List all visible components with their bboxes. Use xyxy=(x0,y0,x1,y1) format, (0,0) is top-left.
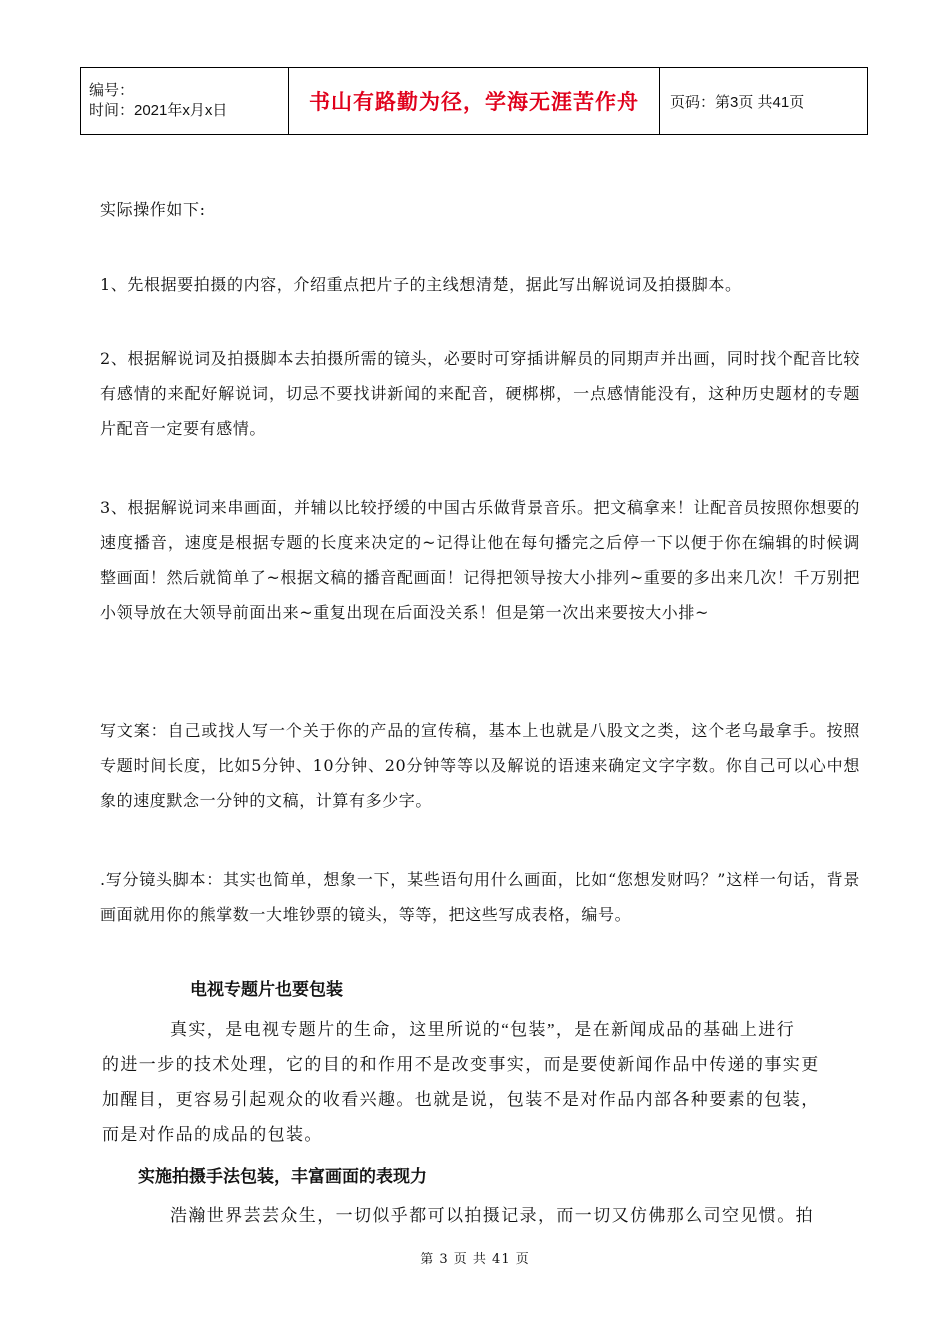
date-label: 时间：2021年x月x日 xyxy=(89,102,228,119)
step1-paragraph: 1、先根据要拍摄的内容，介绍重点把片子的主线想清楚，据此写出解说词及拍摄脚本。 xyxy=(100,275,742,294)
copywriting-paragraph: 写文案：自己或找人写一个关于你的产品的宣传稿，基本上也就是八股文之类，这个老乌最拿手。按照专题时间长度，比如5分钟、10分钟、20分钟等等以及解说的语速来确定文字字数。你自己可以心中想象的速度默念一分钟的文稿，计算有多少字。 xyxy=(100,721,860,810)
header-meta-cell xyxy=(81,68,289,135)
last-line: 浩瀚世界芸芸众生，一切似乎都可以拍摄记录，而一切又仿佛那么司空见惯。拍 xyxy=(170,1206,814,1225)
packaging-line-1: 真实，是电视专题片的生命，这里所说的“包装”，是在新闻成品的基础上进行 xyxy=(170,1020,796,1039)
section-heading-shooting: 实施拍摄手法包装，丰富画面的表现力 xyxy=(138,1167,427,1187)
packaging-line-4: 而是对作品的成品的包装。 xyxy=(102,1125,323,1144)
packaging-line-3: 加醒目，更容易引起观众的收看兴趣。也就是说，包装不是对作品内部各种要素的包装， xyxy=(102,1090,820,1109)
header-motto: 书山有路勤为径，学海无涯苦作舟 xyxy=(289,68,660,135)
page-footer: 第 3 页 共 41 页 xyxy=(420,1252,530,1267)
intro-paragraph: 实际操作如下: xyxy=(100,200,206,219)
step2-paragraph: 2、根据解说词及拍摄脚本去拍摄所需的镜头，必要时可穿插讲解员的同期声并出画，同时找个配音比较有感情的来配好解说词，切忌不要找讲新闻的来配音，硬梆梆，一点感情能没有，这种历史题材的专题片配音一定要有感情。 xyxy=(100,349,860,438)
packaging-line-2: 的进一步的技术处理，它的目的和作用不是改变事实，而是要使新闻作品中传递的事实更 xyxy=(102,1055,820,1074)
storyboard-paragraph: .写分镜头脚本：其实也简单，想象一下，某些语句用什么画面，比如“您想发财吗？”这样一句话，背景画面就用你的熊掌数一大堆钞票的镜头，等等，把这些写成表格，编号。 xyxy=(100,870,860,924)
number-label: 编号： xyxy=(89,82,135,99)
header-page-info: 页码：第3页 共41页 xyxy=(660,68,868,135)
document-header xyxy=(80,67,868,135)
step3-paragraph: 3、根据解说词来串画面，并辅以比较抒缓的中国古乐做背景音乐。把文稿拿来！让配音员按照你想要的速度播音，速度是根据专题的长度来决定的~记得让他在每句播完之后停一下以便于你在编辑的时候调整画面！然后就简单了~根据文稿的播音配画面！记得把领导按大小排列~重要的多出来几次！千万别把小领导放在大领导前面出来~重复出现在后面没关系！但是第一次出来要按大小排~ xyxy=(100,498,860,622)
section-heading-packaging: 电视专题片也要包装 xyxy=(190,980,343,1000)
